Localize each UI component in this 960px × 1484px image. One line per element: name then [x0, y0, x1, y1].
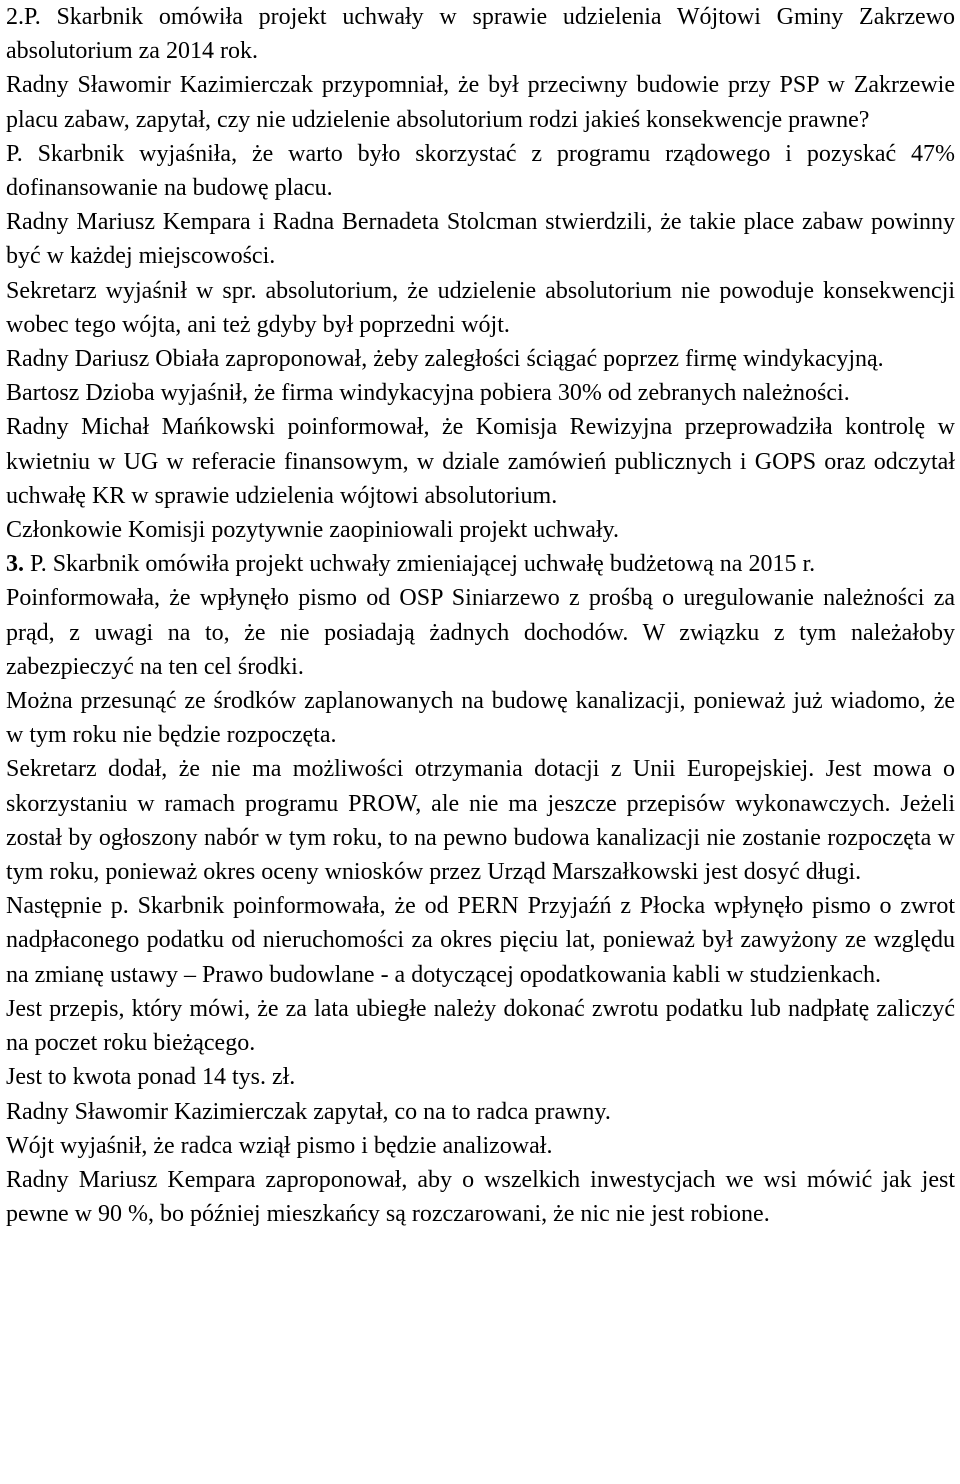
paragraph-10-text: P. Skarbnik omówiła projekt uchwały zmieniającej uchwałę budżetową na 2015 r. [24, 551, 816, 578]
paragraph-2-text: Radny Sławomir Kazimierczak przypomniał, że był przeciwny budowie przy PSP w Zakrzewie placu zabaw, zapytał, czy nie udzielenie absolutorium rodzi jakieś konsekwencje prawne? [6, 72, 955, 133]
paragraph-4 [6, 205, 955, 273]
paragraph-15-text: Jest przepis, który mówi, że za lata ubiegłe należy dokonać zwrotu podatku lub nadpłatę zaliczyć na poczet roku bieżącego. [6, 995, 955, 1057]
document-body [6, 0, 955, 1231]
paragraph-19 [6, 1163, 955, 1231]
paragraph-11 [6, 581, 955, 684]
paragraph-8 [6, 410, 955, 513]
paragraph-7-text: Bartosz Dzioba wyjaśnił, że firma windykacyjna pobiera 30% od zebranych należności. [6, 380, 850, 407]
paragraph-12-text: Można przesunąć ze środków zaplanowanych na budowę kanalizacji, ponieważ już wiadomo, że w tym roku nie będzie rozpoczęta. [6, 688, 955, 749]
paragraph-6 [6, 342, 955, 376]
paragraph-9 [6, 513, 955, 547]
paragraph-14-text: Następnie p. Skarbnik poinformowała, że od PERN Przyjaźń z Płocka wpłynęło pismo o zwrot nadpłaconego podatku od nieruchomości za okres pięciu lat, ponieważ był zawyżony ze względu na zmianę ustawy – Prawo budowlane - a dotyczącej opodatkowania kabli w studzienkach. [6, 893, 955, 988]
paragraph-3 [6, 137, 955, 205]
paragraph-1-text: 2.P. Skarbnik omówiła projekt uchwały w sprawie udzielenia Wójtowi Gminy Zakrzewo absolutorium za 2014 rok. [6, 4, 955, 65]
paragraph-7 [6, 376, 955, 410]
paragraph-5-text: Sekretarz wyjaśnił w spr. absolutorium, że udzielenie absolutorium nie powoduje konsekwencji wobec tego wójta, ani też gdyby był poprzedni wójt. [6, 277, 955, 338]
paragraph-17 [6, 1095, 955, 1129]
section-3-heading-paragraph [6, 547, 955, 581]
paragraph-14 [6, 889, 955, 992]
paragraph-16 [6, 1060, 955, 1094]
section-number: 3. [6, 551, 24, 578]
paragraph-9-text: Członkowie Komisji pozytywnie zaopiniowali projekt uchwały. [6, 517, 619, 544]
paragraph-8-text: Radny Michał Mańkowski poinformował, że Komisja Rewizyjna przeprowadziła kontrolę w kwietniu w UG w referacie finansowym, w dziale zamówień publicznych i GOPS oraz odczytał uchwałę KR w sprawie udzielenia wójtowi absolutorium. [6, 414, 955, 509]
paragraph-18-text: Wójt wyjaśnił, że radca wziął pismo i będzie analizował. [6, 1132, 553, 1159]
paragraph-16-text: Jest to kwota ponad 14 tys. zł. [6, 1064, 296, 1091]
paragraph-5 [6, 274, 955, 342]
paragraph-13 [6, 752, 955, 889]
paragraph-11-text: Poinformowała, że wpłynęło pismo od OSP Siniarzewo z prośbą o uregulowanie należności za prąd, z uwagi na to, że nie posiadają żadnych dochodów. W związku z tym należałoby zabezpieczyć na ten cel środki. [6, 585, 955, 680]
paragraph-3-text: P. Skarbnik wyjaśniła, że warto było skorzystać z programu rządowego i pozyskać 47% dofinansowanie na budowę placu. [6, 140, 955, 202]
paragraph-17-text: Radny Sławomir Kazimierczak zapytał, co na to radca prawny. [6, 1098, 611, 1125]
paragraph-12 [6, 684, 955, 752]
paragraph-13-text: Sekretarz dodał, że nie ma możliwości otrzymania dotacji z Unii Europejskiej. Jest mowa o skorzystaniu w ramach programu PROW, ale nie ma jeszcze przepisów wykonawczych. Jeżeli został by ogłoszony nabór w tym roku, to na pewno budowa kanalizacji nie zostanie rozpoczęta w tym roku, ponieważ okres oceny wniosków przez Urząd Marszałkowski jest dosyć długi. [6, 756, 955, 886]
paragraph-6-text: Radny Dariusz Obiała zaproponował, żeby zaległości ściągać poprzez firmę windykacyjną. [6, 346, 884, 373]
paragraph-1 [6, 0, 955, 68]
paragraph-4-text: Radny Mariusz Kempara i Radna Bernadeta Stolcman stwierdzili, że takie place zabaw powinny być w każdej miejscowości. [6, 209, 955, 270]
paragraph-15 [6, 992, 955, 1060]
paragraph-18 [6, 1129, 955, 1163]
paragraph-19-text: Radny Mariusz Kempara zaproponował, aby o wszelkich inwestycjach we wsi mówić jak jest pewne w 90 %, bo później mieszkańcy są rozczarowani, że nic nie jest robione. [6, 1166, 955, 1228]
paragraph-2 [6, 68, 955, 136]
